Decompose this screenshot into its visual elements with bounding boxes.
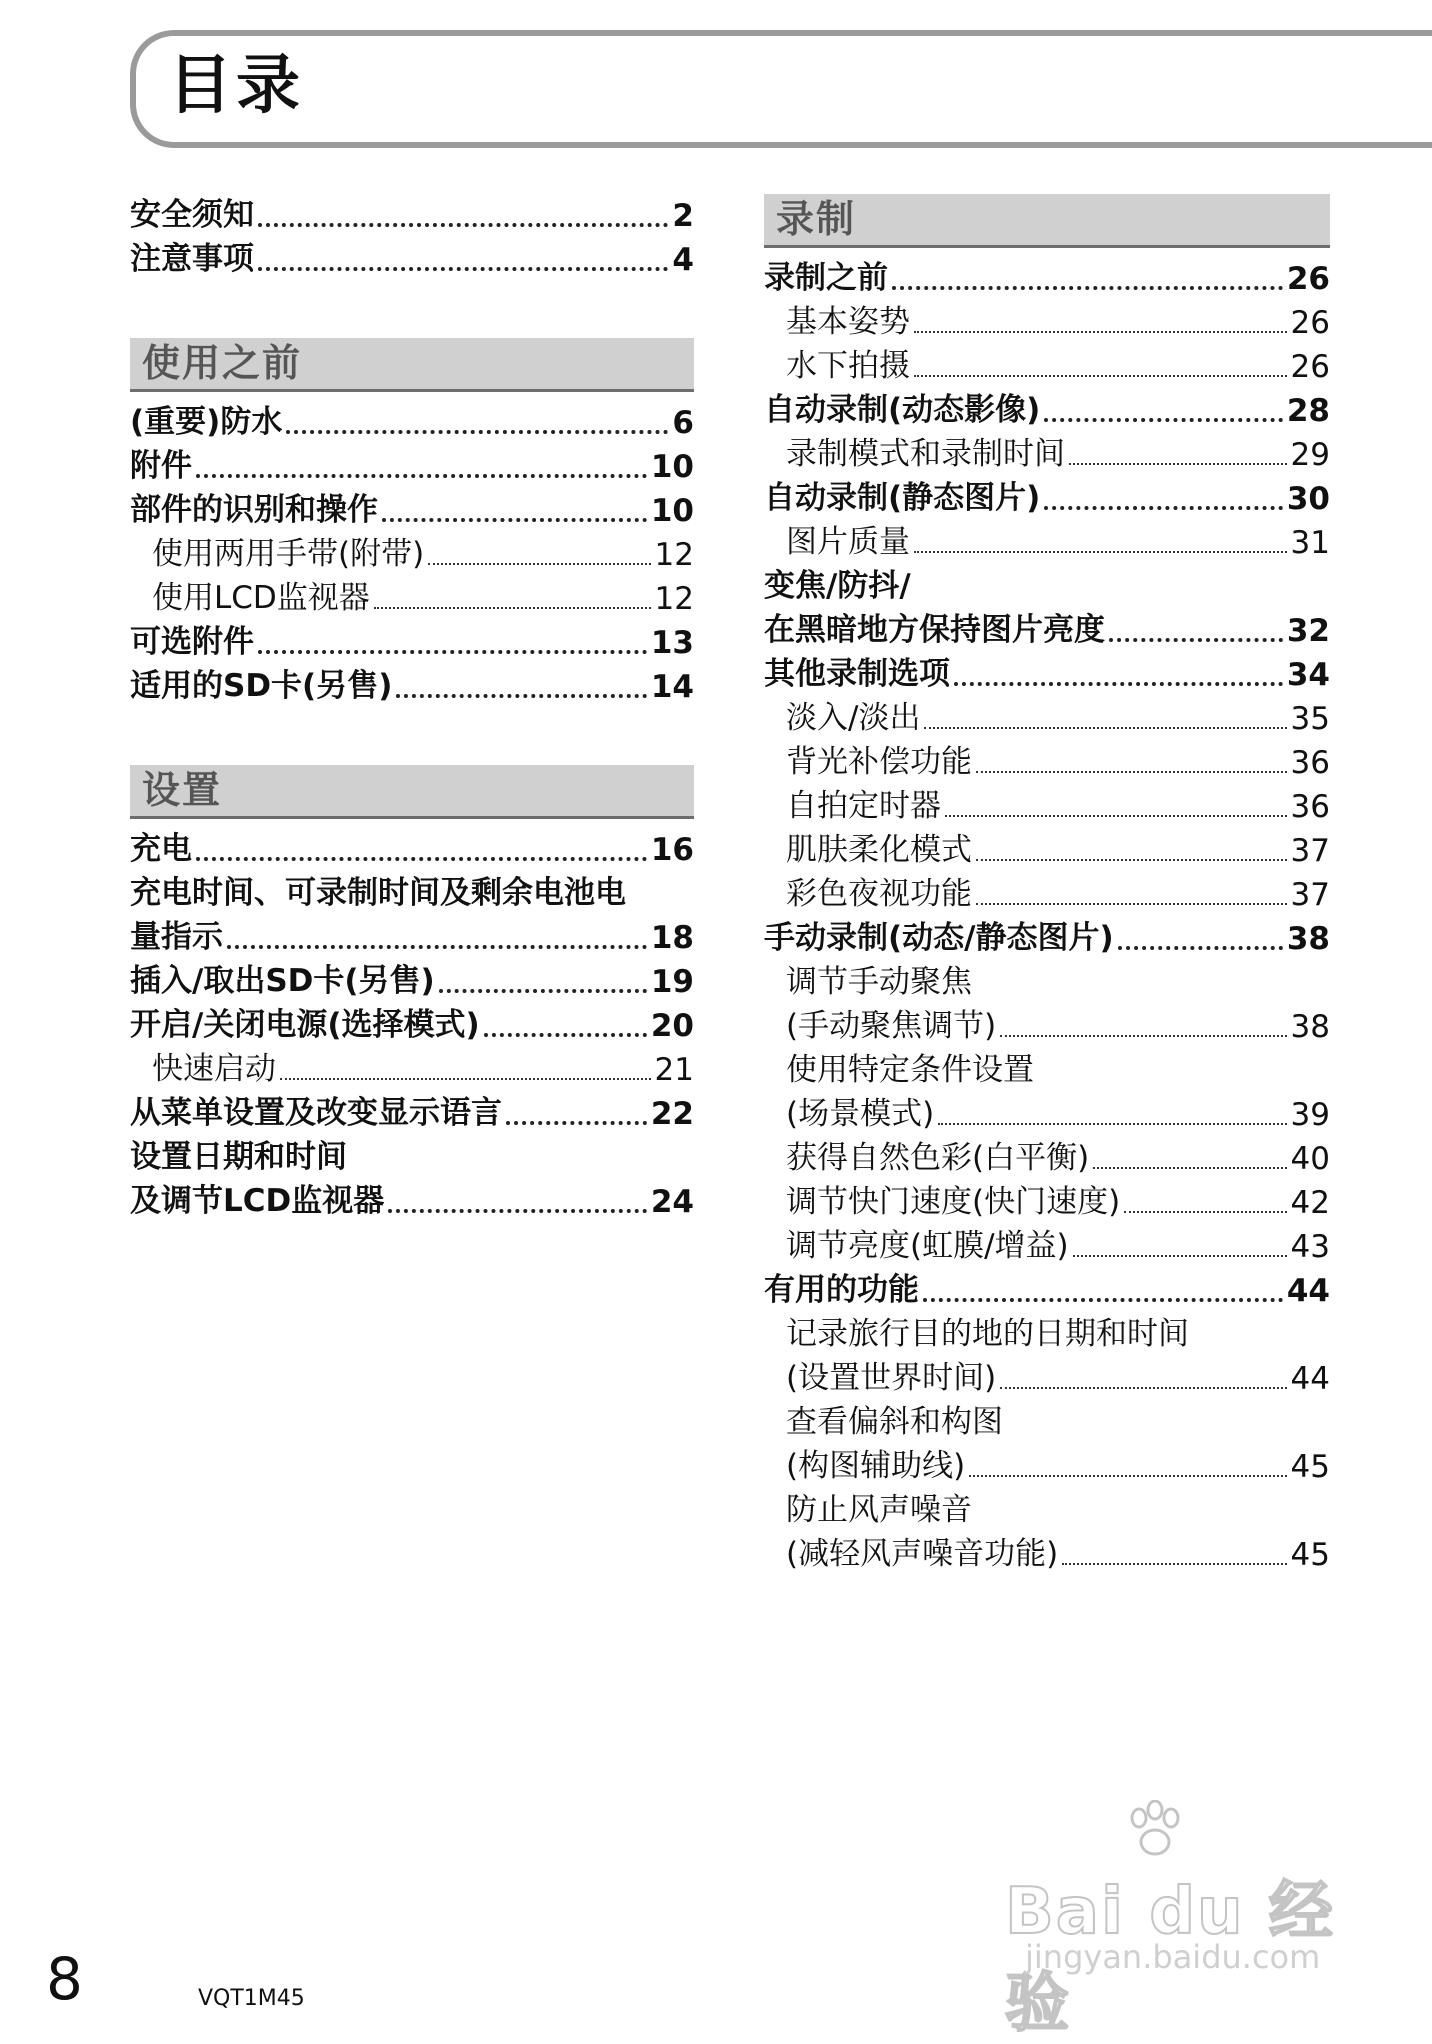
- toc-entry: [764, 739, 1330, 783]
- toc-page-number: 16: [650, 832, 694, 868]
- toc-page-number: 12: [654, 581, 694, 617]
- toc-page-number: 38: [1290, 1009, 1330, 1045]
- toc-leader-dots: [1109, 638, 1283, 642]
- toc-page-number: 39: [1290, 1097, 1330, 1133]
- toc-entry: [764, 343, 1330, 387]
- toc-leader-dots: [914, 551, 1287, 553]
- toc-leader-dots: [945, 815, 1287, 817]
- toc-entry: [130, 575, 694, 619]
- toc-page-number: 26: [1286, 261, 1330, 297]
- toc-page-number: 13: [650, 625, 694, 661]
- toc-leader-dots: [1093, 1167, 1286, 1169]
- toc-page-number: 34: [1286, 657, 1330, 693]
- toc-page-number: 40: [1290, 1141, 1330, 1177]
- toc-entry-label: (手动聚焦调节): [786, 1008, 997, 1044]
- toc-entry-label: 水下拍摄: [786, 348, 910, 384]
- toc-page-number: 18: [650, 920, 694, 956]
- toc-entry: [130, 1002, 694, 1046]
- toc-page-number: 19: [650, 964, 694, 1000]
- toc-leader-dots: [1044, 418, 1283, 422]
- toc-entry-label: 查看偏斜和构图: [786, 1404, 1003, 1440]
- title-frame: [130, 30, 1432, 148]
- toc-entry-label: 适用的SD卡(另售): [130, 668, 393, 704]
- toc-leader-dots: [914, 375, 1287, 377]
- toc-leader-dots: [227, 945, 647, 949]
- toc-entry: [764, 1531, 1330, 1575]
- toc-entry-label: 及调节LCD监视器: [130, 1183, 385, 1219]
- toc-entry: [130, 1046, 694, 1090]
- toc-entry: [130, 236, 694, 280]
- toc-entry-label: 使用两用手带(附带): [152, 536, 425, 572]
- toc-entry: [764, 1355, 1330, 1399]
- toc-entry: [764, 695, 1330, 739]
- page-number: 8: [46, 1945, 83, 2013]
- toc-entry-label: 获得自然色彩(白平衡): [786, 1140, 1090, 1176]
- toc-page-number: 10: [650, 449, 694, 485]
- toc-entry-label: 插入/取出SD卡(另售): [130, 963, 435, 999]
- toc-leader-dots: [388, 1209, 647, 1213]
- toc-entry: [764, 827, 1330, 871]
- toc-right-column: [764, 194, 1330, 1575]
- toc-page-number: 42: [1290, 1185, 1330, 1221]
- toc-leader-dots: [914, 331, 1287, 333]
- toc-leader-dots: [374, 607, 651, 609]
- toc-entry: [130, 1134, 694, 1178]
- toc-entry: [764, 915, 1330, 959]
- toc-page-number: 6: [672, 405, 694, 441]
- toc-entry: [130, 914, 694, 958]
- toc-leader-dots: [1118, 946, 1283, 950]
- toc-entry-label: (重要)防水: [130, 404, 283, 440]
- toc-entry: [764, 519, 1330, 563]
- toc-entry-label: (构图辅助线): [786, 1448, 966, 1484]
- toc-leader-dots: [428, 563, 650, 565]
- toc-entry-label: 调节手动聚焦: [786, 964, 972, 1000]
- toc-leader-dots: [196, 474, 647, 478]
- toc-entry: [130, 531, 694, 575]
- toc-entry-label: (设置世界时间): [786, 1360, 997, 1396]
- toc-entry: [130, 1090, 694, 1134]
- watermark-brand: Bai du 经验: [1005, 1875, 1335, 2041]
- toc-page-number: 10: [650, 493, 694, 529]
- toc-leader-dots: [923, 1298, 1283, 1302]
- toc-page-number: 2: [672, 198, 694, 234]
- toc-entry: [764, 1311, 1330, 1355]
- toc-leader-dots: [484, 1033, 647, 1037]
- toc-entry: [764, 299, 1330, 343]
- toc-entry-label: 可选附件: [130, 624, 254, 660]
- toc-entry: [764, 651, 1330, 695]
- toc-entry-label: 自动录制(静态图片): [764, 480, 1041, 516]
- toc-entry-label: 变焦/防抖/: [764, 568, 911, 604]
- toc-leader-dots: [1073, 1255, 1287, 1257]
- toc-entry: [764, 255, 1330, 299]
- toc-entry-label: 快速启动: [152, 1051, 276, 1087]
- page-title: 目录: [168, 49, 304, 123]
- toc-page-number: 29: [1290, 437, 1330, 473]
- model-code: VQT1M45: [198, 1986, 305, 2011]
- toc-entry-label: 录制模式和录制时间: [786, 436, 1065, 472]
- toc-entry: [130, 192, 694, 236]
- toc-entry-label: 使用特定条件设置: [786, 1052, 1034, 1088]
- toc-page-number: 32: [1286, 613, 1330, 649]
- section-spacer: [130, 280, 694, 338]
- toc-leader-dots: [892, 286, 1283, 290]
- toc-entry: [130, 487, 694, 531]
- toc-page-number: 30: [1286, 481, 1330, 517]
- section-heading: 使用之前: [130, 338, 694, 392]
- toc-entry: [130, 399, 694, 443]
- toc-page-number: 31: [1290, 525, 1330, 561]
- toc-left-column: [130, 192, 694, 1222]
- toc-entry-label: 充电时间、可录制时间及剩余电池电: [130, 875, 626, 911]
- toc-page-number: 45: [1290, 1449, 1330, 1485]
- toc-entry-label: 充电: [130, 831, 192, 867]
- toc-page-number: 26: [1290, 305, 1330, 341]
- toc-page-number: 37: [1290, 877, 1330, 913]
- toc-entry-label: 从菜单设置及改变显示语言: [130, 1095, 502, 1131]
- toc-entry-label: 自拍定时器: [786, 788, 941, 824]
- toc-entry: [130, 663, 694, 707]
- toc-entry-label: (场景模式): [786, 1096, 935, 1132]
- toc-entry: [130, 958, 694, 1002]
- toc-entry-label: 淡入/淡出: [786, 700, 921, 736]
- toc-leader-dots: [1000, 1387, 1286, 1389]
- paw-icon: [1125, 1800, 1185, 1860]
- toc-entry-label: 安全须知: [130, 197, 254, 233]
- toc-entry-label: 量指示: [130, 919, 223, 955]
- toc-leader-dots: [258, 650, 647, 654]
- toc-leader-dots: [1069, 463, 1287, 465]
- toc-leader-dots: [286, 430, 668, 434]
- section-spacer: [130, 707, 694, 765]
- toc-entry-label: 肌肤柔化模式: [786, 832, 972, 868]
- toc-entry: [764, 387, 1330, 431]
- toc-entry-label: 图片质量: [786, 524, 910, 560]
- toc-entry: [764, 1399, 1330, 1443]
- toc-entry-label: 注意事项: [130, 241, 254, 277]
- toc-leader-dots: [1124, 1211, 1286, 1213]
- toc-leader-dots: [258, 267, 668, 271]
- toc-entry: [764, 959, 1330, 1003]
- toc-page-number: 43: [1290, 1229, 1330, 1265]
- toc-leader-dots: [258, 223, 668, 227]
- toc-entry-label: 自动录制(动态影像): [764, 392, 1041, 428]
- toc-entry: [764, 563, 1330, 607]
- toc-entry-label: 手动录制(动态/静态图片): [764, 920, 1114, 956]
- toc-page-number: 37: [1290, 833, 1330, 869]
- toc-entry-label: (减轻风声噪音功能): [786, 1536, 1059, 1572]
- toc-page-number: 44: [1286, 1273, 1330, 1309]
- watermark-url: jingyan.baidu.com: [1025, 1938, 1321, 1976]
- toc-leader-dots: [976, 859, 1287, 861]
- toc-page-number: 12: [654, 537, 694, 573]
- toc-entry: [764, 431, 1330, 475]
- toc-entry-label: 有用的功能: [764, 1272, 919, 1308]
- toc-entry-label: 基本姿势: [786, 304, 910, 340]
- toc-entry: [764, 607, 1330, 651]
- toc-entry-label: 开启/关闭电源(选择模式): [130, 1007, 480, 1043]
- toc-page-number: 44: [1290, 1361, 1330, 1397]
- toc-page-number: 26: [1290, 349, 1330, 385]
- toc-entry: [764, 475, 1330, 519]
- toc-entry: [764, 1267, 1330, 1311]
- toc-page-number: 45: [1290, 1537, 1330, 1573]
- toc-entry-label: 背光补偿功能: [786, 744, 972, 780]
- toc-entry-label: 录制之前: [764, 260, 888, 296]
- toc-entry-label: 部件的识别和操作: [130, 492, 378, 528]
- toc-leader-dots: [506, 1121, 647, 1125]
- toc-leader-dots: [924, 727, 1286, 729]
- toc-entry-label: 在黑暗地方保持图片亮度: [764, 612, 1105, 648]
- toc-leader-dots: [280, 1078, 651, 1080]
- toc-entry: [130, 826, 694, 870]
- toc-page-number: 36: [1290, 789, 1330, 825]
- toc-entry: [764, 1091, 1330, 1135]
- toc-entry-label: 记录旅行目的地的日期和时间: [786, 1316, 1189, 1352]
- toc-entry-label: 调节亮度(虹膜/增益): [786, 1228, 1069, 1264]
- toc-leader-dots: [1000, 1035, 1286, 1037]
- toc-leader-dots: [196, 857, 647, 861]
- toc-leader-dots: [976, 771, 1287, 773]
- toc-entry-label: 调节快门速度(快门速度): [786, 1184, 1121, 1220]
- toc-entry: [764, 1443, 1330, 1487]
- toc-leader-dots: [1044, 506, 1283, 510]
- toc-entry: [764, 783, 1330, 827]
- toc-leader-dots: [1062, 1563, 1286, 1565]
- toc-entry-label: 防止风声噪音: [786, 1492, 972, 1528]
- toc-entry-label: 其他录制选项: [764, 656, 950, 692]
- toc-page-number: 24: [650, 1184, 694, 1220]
- toc-leader-dots: [382, 518, 647, 522]
- baidu-watermark: [1005, 1800, 1365, 2041]
- toc-page-number: 28: [1286, 393, 1330, 429]
- toc-entry: [764, 1135, 1330, 1179]
- section-heading: 设置: [130, 765, 694, 819]
- toc-entry: [764, 1223, 1330, 1267]
- toc-page-number: 20: [650, 1008, 694, 1044]
- toc-entry-label: 彩色夜视功能: [786, 876, 972, 912]
- toc-leader-dots: [954, 682, 1283, 686]
- toc-page-number: 4: [672, 242, 694, 278]
- toc-leader-dots: [439, 989, 647, 993]
- toc-leader-dots: [938, 1123, 1286, 1125]
- toc-entry: [764, 1003, 1330, 1047]
- toc-entry: [764, 1047, 1330, 1091]
- section-heading: 录制: [764, 194, 1330, 248]
- toc-leader-dots: [976, 903, 1287, 905]
- toc-page-number: 21: [654, 1052, 694, 1088]
- toc-entry-label: 附件: [130, 448, 192, 484]
- toc-entry: [130, 1178, 694, 1222]
- toc-leader-dots: [969, 1475, 1286, 1477]
- toc-entry: [764, 871, 1330, 915]
- toc-page-number: 35: [1290, 701, 1330, 737]
- toc-entry-label: 使用LCD监视器: [152, 580, 370, 616]
- toc-entry-label: 设置日期和时间: [130, 1139, 347, 1175]
- toc-entry: [130, 443, 694, 487]
- toc-page-number: 38: [1286, 921, 1330, 957]
- toc-leader-dots: [396, 694, 646, 698]
- toc-entry: [764, 1487, 1330, 1531]
- toc-entry: [764, 1179, 1330, 1223]
- toc-entry: [130, 870, 694, 914]
- toc-page-number: 14: [650, 669, 694, 705]
- toc-entry: [130, 619, 694, 663]
- toc-page-number: 36: [1290, 745, 1330, 781]
- toc-page-number: 22: [650, 1096, 694, 1132]
